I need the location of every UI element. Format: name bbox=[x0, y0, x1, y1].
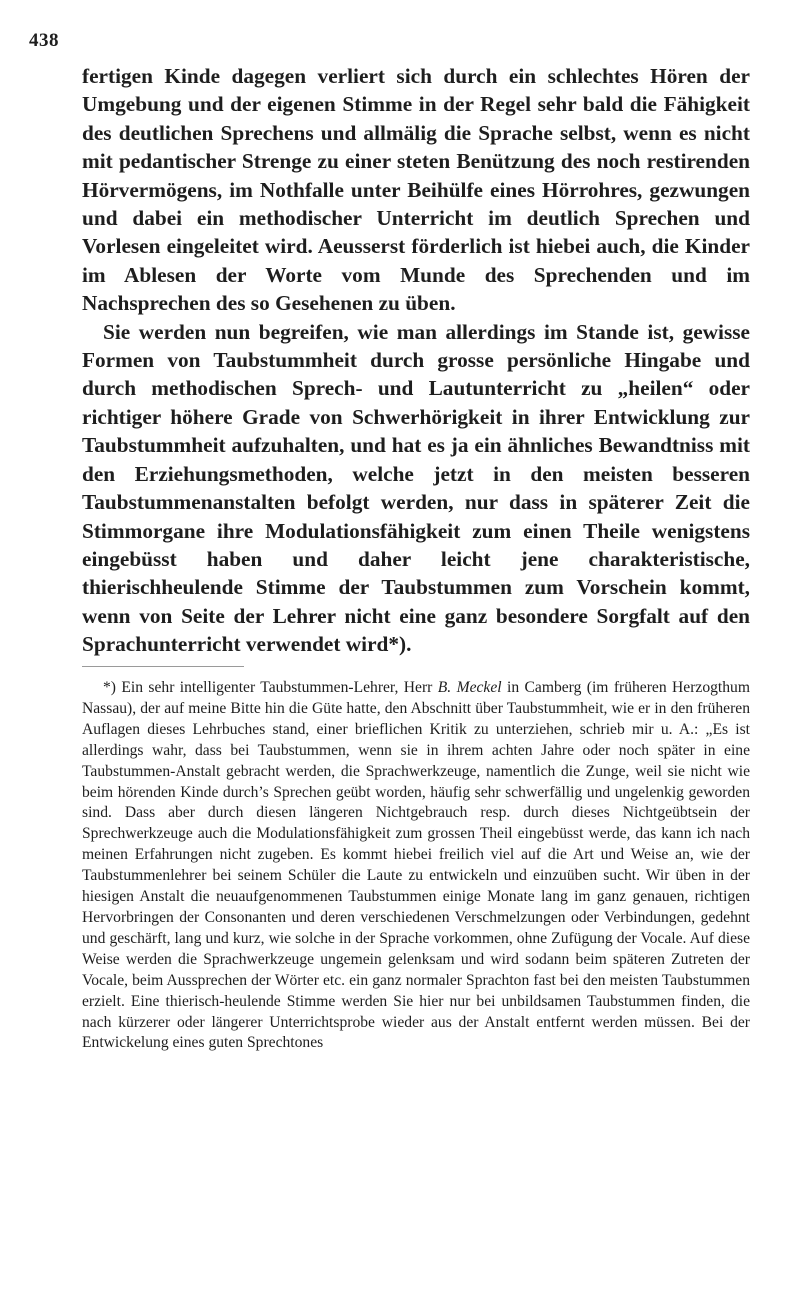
main-text bbox=[82, 62, 750, 659]
footnote-author-name: B. Meckel bbox=[437, 679, 502, 696]
paragraph-2: Sie werden nun begreifen, wie man allerdings im Stande ist, gewisse Formen von Taubstummheit durch grosse persönliche Hingabe und durch methodischen Sprech- und Lautunterricht zu „heilen“ oder richtiger höhere Grade von Schwerhörigkeit in ihrer Entwicklung zur Taubstummheit aufzuhalten, und hat es ja ein ähnliches Bewandtniss mit den Erziehungsmethoden, welche jetzt in den meisten besseren Taubstummenanstalten befolgt werden, nur dass in späterer Zeit die Stimmorgane ihre Modulationsfähigkeit zum einen Theile wenigstens eingebüsst haben und daher leicht jene charakteristische, thierischheulende Stimme der Taubstummen zum Vorschein kommt, wenn von Seite der Lehrer nicht eine ganz besondere Sorgfalt auf den Sprachunterricht verwendet wird*). bbox=[82, 319, 750, 657]
footnote-text-start: *) Ein sehr intelligenter Taubstummen-Lehrer, Herr bbox=[103, 679, 438, 696]
page-number: 438 bbox=[29, 30, 59, 51]
footnote-text bbox=[82, 678, 750, 1054]
footnote-separator bbox=[82, 666, 244, 667]
paragraph-1: fertigen Kinde dagegen verliert sich durch ein schlechtes Hören der Umgebung und der eigenen Stimme in der Regel sehr bald die Fähigkeit des deutlichen Sprechens und allmälig die Sprache selbst, wenn es nicht mit pedantischer Strenge zu einer steten Benützung des noch restirenden Hörvermögens, im Nothfalle unter Beihülfe eines Hörrohres, gezwungen und dabei ein methodischer Unterricht im deutlich Sprechen und Vorlesen eingeleitet wird. Aeusserst förderlich ist hiebei auch, die Kinder im Ablesen der Worte vom Munde des Sprechenden und im Nachsprechen des so Gesehenen zu üben. bbox=[82, 64, 750, 316]
footnote bbox=[82, 678, 750, 1054]
footnote-text-rest: in Camberg (im früheren Herzogthum Nassau), der auf meine Bitte hin die Güte hatte, den Abschnitt über Taubstummheit, wie er in den früheren Auflagen dieses Lehrbuches stand, einer brieflichen Kritik zu unterziehen, schrieb mir u. A.: „Es ist allerdings wahr, dass bei Taubstummen, wenn sie in ihrem achten Jahre oder noch später in eine Taubstummen-Anstalt gebracht werden, die Sprachwerkzeuge, namentlich die Zunge, weil sie nicht wie beim hörenden Kinde durch’s Sprechen geübt worden, häufig sehr schwerfällig und ungelenkig geworden sind. Dass aber durch diesen längeren Nichtgebrauch resp. durch dieses Nichtgeübtsein der Sprechwerkzeuge auch die Modulationsfähigkeit zum grossen Theil eingebüsst werde, das kann ich nach meinen Erfahrungen nicht zugeben. Es kommt hiebei freilich viel auf die Art und Weise an, wie der Taubstummenlehrer bei seinem Schüler die Laute zu entwickeln und einzuüben sucht. Wir üben in der hiesigen Anstalt die neuaufgenommenen Taubstummen einige Monate lang im ganz genauen, richtigen Hervorbringen der Consonanten und deren verschiedenen Verschmelzungen oder Verbindungen, gedehnt und geschärft, lang und kurz, wie solche in der Sprache vorkommen, ohne Zufügung der Vocale. Auf diese Weise werden die Sprachwerkzeuge ungemein gelenksam und wird sodann beim späteren Zutreten der Vocale, beim Aussprechen der Wörter etc. ein ganz normaler Sprachton fast bei den meisten Taubstummen erzielt. Eine thierisch-heulende Stimme werden Sie hier nur bei unbildsamen Taubstummen finden, die nach kürzerer oder längerer Unterrichtsprobe wieder aus der Anstalt entfernt werden müssen. Bei der Entwickelung eines guten Sprechtones bbox=[82, 679, 750, 1052]
